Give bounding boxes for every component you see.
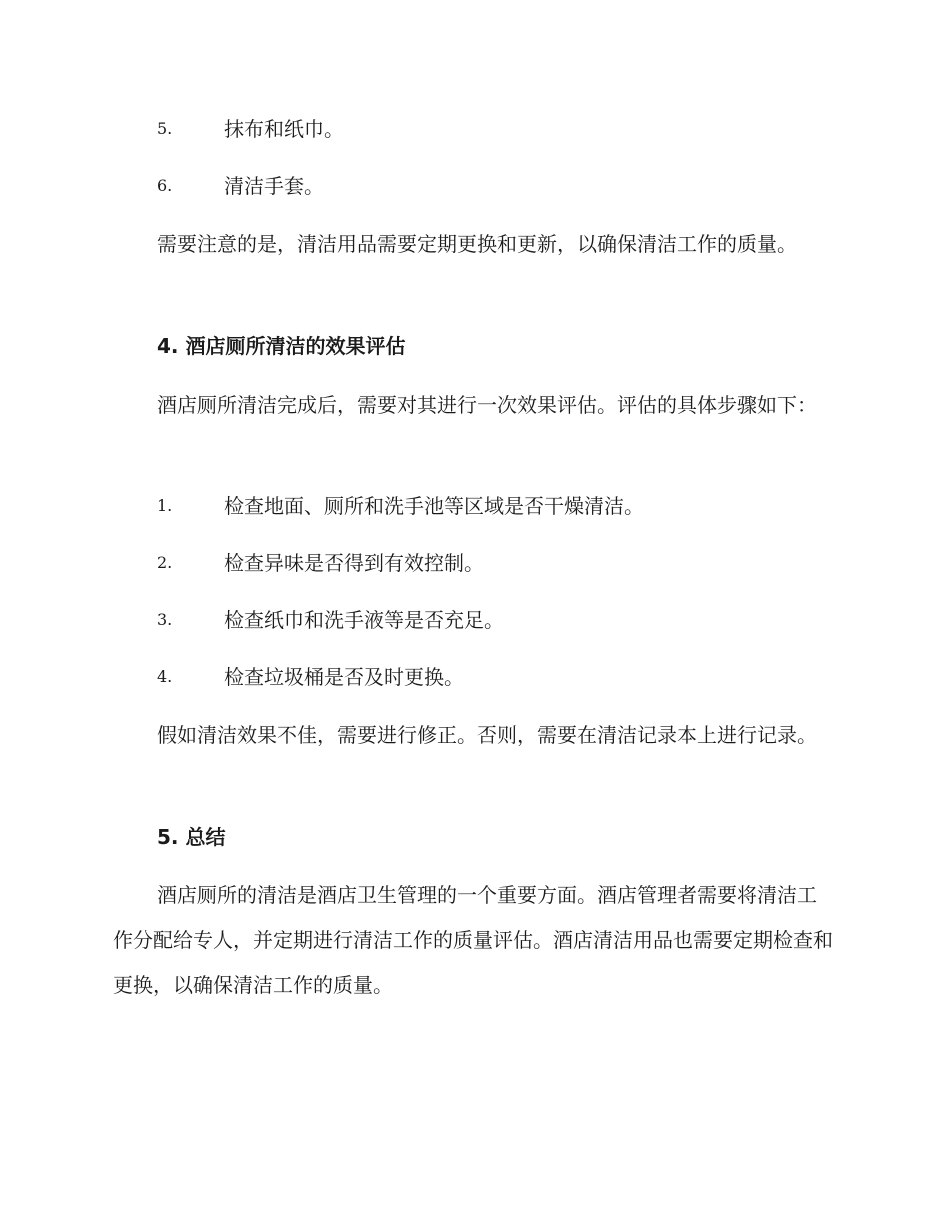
list-text: 检查垃圾桶是否及时更换。: [224, 665, 464, 689]
list-number: 5.: [157, 119, 173, 138]
note-paragraph: 需要注意的是，清洁用品需要定期更换和更新，以确保清洁工作的质量。: [157, 232, 797, 256]
section-4-heading: 4. 酒店厕所清洁的效果评估: [157, 334, 406, 358]
section-5-heading: 5. 总结: [157, 825, 226, 849]
list-text: 检查地面、厕所和洗手池等区域是否干燥清洁。: [224, 494, 644, 518]
list-number: 4.: [157, 667, 173, 686]
list-text: 检查纸巾和洗手液等是否充足。: [224, 608, 504, 632]
list-text: 抹布和纸巾。: [224, 117, 344, 141]
section-4-followup: 假如清洁效果不佳，需要进行修正。否则，需要在清洁记录本上进行记录。: [157, 723, 817, 747]
list-number: 3.: [157, 610, 173, 629]
section-5-body: 酒店厕所的清洁是酒店卫生管理的一个重要方面。酒店管理者需要将清洁工作分配给专人，并定期进行清洁工作的质量评估。酒店清洁用品也需要定期检查和更换，以确保清洁工作的质量。: [113, 883, 833, 997]
list-number: 1.: [157, 496, 173, 515]
list-text: 检查异味是否得到有效控制。: [224, 551, 484, 575]
list-number: 2.: [157, 553, 173, 572]
list-text: 清洁手套。: [224, 174, 324, 198]
section-4-intro: 酒店厕所清洁完成后，需要对其进行一次效果评估。评估的具体步骤如下：: [157, 393, 817, 417]
list-number: 6.: [157, 176, 173, 195]
